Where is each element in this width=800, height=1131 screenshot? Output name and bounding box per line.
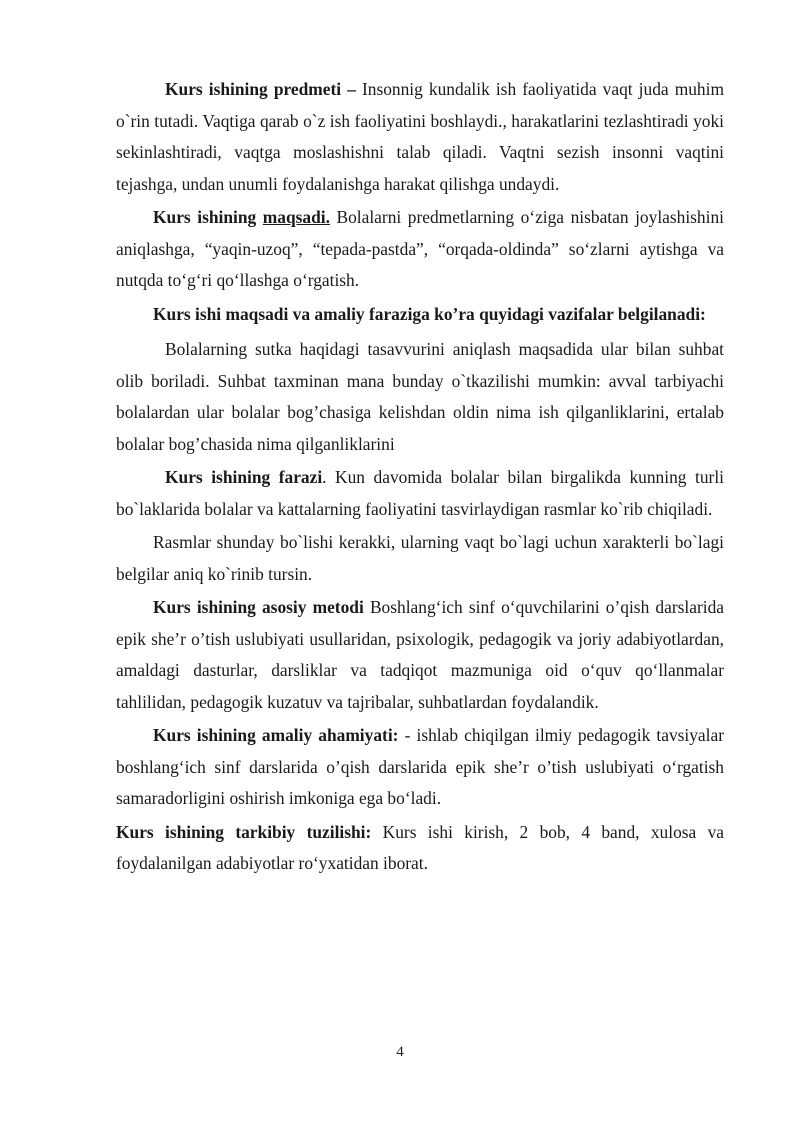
text-subject: Insonnig kundalik ish faoliyatida vaqt juda muhim o`rin tutadi. Vaqtiga qarab o`z ish faoliyatini boshlaydi., harakatlarini tezlashtiradi yoki sekinlashtiradi, vaqtga moslashishni talab qiladi. Vaqtni sezish insonni vaqtini tejashga, undan unumli foydalanishga harakat qilishga undaydi. (116, 79, 724, 194)
heading-method: Kurs ishining asosiy metodi (153, 597, 364, 617)
text-goal: Bolalarni predmetlarning o‘ziga nisbatan joylashishini aniqlashga, “yaqin-uzoq”, “tepada-pastda”, “orqada-oldinda” so‘zlarni aytishga va nutqda to‘g‘ri qo‘llashga o‘rgatish. (116, 207, 724, 290)
text-hypothesis: . Kun davomida bolalar bilan birgalikda kunning turli bo`laklarida bolalar va kattalarning faoliyatini tasvirlaydigan rasmlar ko`rib chiqiladi. (116, 467, 724, 519)
heading-hypothesis: Kurs ishining farazi (165, 467, 323, 487)
heading-subject: Kurs ishining predmeti – (165, 79, 356, 99)
paragraph-tasks-body (116, 334, 724, 460)
text-structure: Kurs ishi kirish, 2 bob, 4 band, xulosa va foydalanilgan adabiyotlar ro‘yxatidan iborat. (116, 821, 724, 873)
text-significance: - ishlab chiqilgan ilmiy pedagogik tavsiyalar boshlang‘ich sinf darslarida o’qish darslarida epik she’r o’tish uslubiyati o‘rgatish samaradorligini oshirish imkoniga ega bo‘ladi. (116, 725, 724, 808)
paragraph-tasks-heading (116, 299, 724, 331)
paragraph-significance (116, 720, 724, 815)
paragraph-structure (116, 817, 724, 880)
heading-tasks: Kurs ishi maqsadi va amaliy faraziga ko’ra quyidagi vazifalar belgilanadi: (153, 303, 706, 324)
paragraph-goal (116, 202, 724, 297)
heading-goal: Kurs ishining (153, 207, 263, 227)
text-tasks: Bolalarning sutka haqidagi tasavvurini aniqlash maqsadida ular bilan suhbat olib boriladi. Suhbat taxminan mana bunday o`tkazilishi mumkin: avval tarbiyachi bolalardan ular bolalar bog’chasiga kelishdan oldin nima ish qilganliklarini, ertalab bolalar bog’chasida nima qilganliklarini (116, 339, 724, 454)
paragraph-pictures (116, 527, 724, 590)
heading-goal-underlined: maqsadi. (262, 207, 330, 227)
heading-structure: Kurs ishining tarkibiy tuzilishi: (116, 821, 372, 842)
page-number: 4 (396, 1044, 404, 1060)
paragraph-method (116, 592, 724, 718)
text-method: Boshlang‘ich sinf o‘quvchilarini o’qish darslarida epik she’r o’tish uslubiyati usullaridan, psixologik, pedagogik va joriy adabiyotlardan, amaldagi dasturlar, darsliklar va tadqiqot mazmuniga oid o‘quv qo‘llanmalar tahlilidan, pedagogik kuzatuv va tajribalar, suhbatlardan foydalandik. (116, 597, 724, 712)
text-pictures: Rasmlar shunday bo`lishi kerakki, ularning vaqt bo`lagi uchun xarakterli bo`lagi belgilar aniq ko`rinib tursin. (116, 532, 724, 584)
paragraph-hypothesis (116, 462, 724, 525)
page-body (116, 74, 724, 880)
heading-significance: Kurs ishining amaliy ahamiyati: (153, 725, 399, 745)
paragraph-subject (116, 74, 724, 200)
